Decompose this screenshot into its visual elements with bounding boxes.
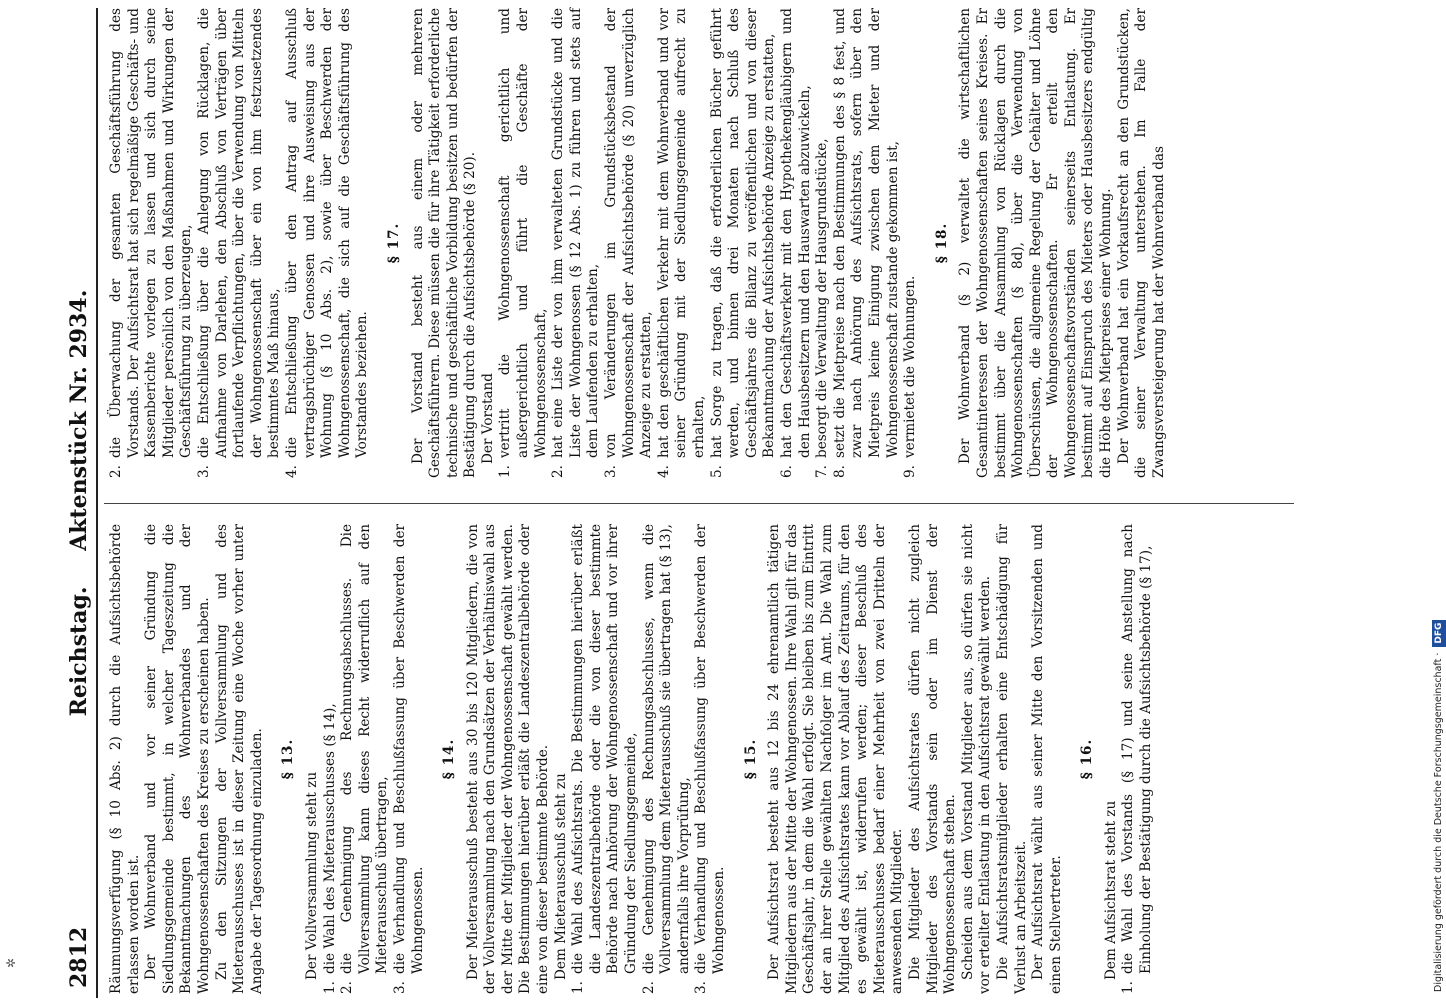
funding-text: Digitalisierung gefördert durch die Deutsche Forschungsgemeinschaft ·	[1433, 652, 1444, 992]
item-number: 9.	[902, 465, 919, 478]
ink-stain: ✲	[4, 957, 18, 968]
right-column	[108, 8, 1168, 478]
item-text: hat den geschäftlichen Verkehr mit dem Wohnverband und vor seiner Gründung mit der Siedlungsgemeinde aufrecht zu erhalten,	[655, 8, 707, 458]
paragraph: Der Wohnverband (§ 2) verwaltet die wirtschaftlichen Gesamtinteressen der Wohngenossenschaften seines Kreises. Er bestimmt über die Ansammlung von Rücklagen durch die Wohngenossenschaften (§ 8d), über die Verwendung von Überschüssen, die allgemeine Regelung der Gehälter und Löhne der Wohngenossenschaften. Er erteilt den Wohngenossenschaftsvorständen seinerseits Entlastung. Er bestimmt auf Einspruch des Mieters oder Hausbesitzers endgültig die Höhe des Mietpreises einer Wohnung.	[957, 8, 1115, 478]
list-item	[108, 8, 196, 478]
item-text: die Entschließung über die Anlegung von Rücklagen, die Aufnahme von Darlehen, den Abschluß von Verträgen über fortlaufende Verpflichtungen, über die Verwendung von Mitteln der Wohngenossenschaft über ein von ihm festzusetzendes bestimmtes Maß hinaus,	[195, 8, 283, 458]
paragraph: Der Aufsichtsrat wählt aus seiner Mitte den Vorsitzenden und einen Stellvertreter.	[1030, 524, 1064, 994]
list-item	[640, 524, 694, 994]
item-number: 1.	[321, 981, 338, 994]
item-number: 4.	[655, 465, 672, 478]
list-item	[814, 8, 832, 478]
list-item	[283, 8, 372, 478]
list-item	[550, 8, 603, 478]
list-item	[831, 8, 902, 478]
paragraph: Zu den Sitzungen der Vollversammlung und des Mieterausschusses ist in dieser Zeitung eine Woche vorher unter Angabe der Tagesordnung einzuladen.	[213, 524, 265, 994]
item-number: 2.	[339, 981, 356, 994]
item-number: 3.	[391, 981, 408, 994]
list-item	[195, 8, 284, 478]
funding-note-text	[1432, 8, 1446, 992]
header-title	[66, 8, 92, 998]
column-divider	[104, 503, 1294, 504]
paragraph: Der Vorstand besteht aus einem oder mehreren Geschäftsführern. Diese müssen die für ihre Tätigkeit erforderliche technische und geschäftliche Vorbildung besitzen und bedürfen der Bestätigung durch die Aufsichtsbehörde (§ 20).	[409, 8, 479, 478]
item-number: 6.	[778, 465, 795, 478]
publication-title: Reichstag.	[66, 586, 92, 717]
item-text: die Genehmigung des Rechnungsabschlusses. Die Vollversammlung kann dieses Recht widerruflich auf den Mieterausschuß übertragen,	[339, 524, 391, 974]
item-text: die Entschließung über den Antrag auf Ausschluß vertragsbrüchiger Genossen und ihre Ausweisung aus der Wohnung (§ 10 Abs. 2), sowie über Beschwerden der Wohngenossenschaft, die sich auf die Geschäftsführung des Vorstandes beziehen.	[283, 8, 371, 458]
section-heading: § 18.	[933, 222, 950, 264]
left-column	[108, 524, 1156, 994]
paragraph: Die Mitglieder des Aufsichtsrates dürfen nicht zugleich Mitglieder des Vorstands sein oder im Dienst der Wohngenossenschaft stehen.	[906, 524, 959, 994]
paragraph: Der Aufsichtsrat besteht aus 12 bis 24 ehrenamtlich tätigen Mitgliedern aus der Mitte der Wohngenossen. Ihre Wahl gilt für das Geschäftsjahr, in dem die Wahl erfolgt. Sie bleiben bis zum Eintritt der an ihrer Stelle gewählten Nachfolger im Amt. Die Wahl zum Mitglied des Aufsichtsrates kann vor Ablauf des Zeitraums, für den es gewählt ist, widerrufen werden; dieser Beschluß des Mieterausschusses bedarf einer Mehrheit von zwei Dritteln der anwesenden Mitglieder.	[766, 524, 906, 994]
dfg-logo: DFG	[1432, 620, 1446, 647]
section-intro: Dem Mieterausschuß steht zu	[552, 773, 569, 980]
item-number: 3.	[195, 465, 212, 478]
section-heading: § 16.	[1079, 738, 1096, 780]
funding-note	[1418, 8, 1444, 992]
paragraph: Der Wohnverband hat ein Vorkaufsrecht an den Grundstücken, die seiner Verwaltung unterstehen. Im Falle der Zwangsversteigerung hat der Wohnverband das	[1115, 8, 1167, 478]
list-item	[603, 8, 656, 478]
item-number: 3.	[603, 465, 620, 478]
document-title: Aktenstück Nr. 2934.	[66, 289, 92, 551]
list-item	[321, 524, 340, 994]
item-number: 7.	[814, 465, 831, 478]
scanned-page	[4, 8, 1404, 998]
list-item	[497, 8, 550, 478]
paragraph: Der Mieterausschuß besteht aus 30 bis 120 Mitgliedern, die von der Vollversammlung nach den Grundsätzen der Verhältniswahl aus der Mitte der Mitglieder der Wohngenossenschaft gewählt werden. Die Bestimmungen hierüber erläßt die Landeszentralbehörde oder eine von dieser bestimmte Behörde.	[464, 524, 552, 994]
item-text: die Verhandlung und Beschlußfassung über Beschwerden der Wohngenossen.	[693, 524, 727, 974]
section-heading: § 13.	[280, 738, 297, 780]
item-number: 2.	[108, 465, 124, 478]
list-item	[693, 524, 728, 994]
list-item	[1120, 524, 1155, 994]
section-intro: Dem Aufsichtsrat steht zu	[1102, 800, 1119, 980]
list-item	[570, 524, 640, 994]
item-text: hat den Geschäftsverkehr mit den Hypothekengläubigern und den Hausbesitzern und den Hauswarten abzuwickeln,	[778, 8, 813, 458]
item-text: die Genehmigung des Rechnungsabschlusses, wenn die Vollversammlung dem Mieterausschuß sie übertragen hat (§ 13), andernfalls ihre Vorprüfung,	[640, 524, 692, 974]
item-text: die Überwachung der gesamten Geschäftsführung des Vorstands. Der Aufsichtsrat hat sich regelmäßige Geschäfts- und Kassenberichte vorlegen zu lassen und sich durch seine Mitglieder persönlich von den Maßnahmen und Wirkungen der Geschäftsführung zu überzeugen,	[108, 8, 195, 458]
section-heading: § 14.	[441, 738, 458, 780]
item-number: 2.	[640, 981, 657, 994]
item-text: hat Sorge zu tragen, daß die erforderlichen Bücher geführt werden, und binnen drei Monaten nach Schluß des Geschäftsjahres die Bilanz zu veröffentlichen und von dieser Bekanntmachung der Aufsichtsbehörde Anzeige zu erstatten,	[708, 8, 778, 458]
paragraph: Räumungsverfügung (§ 10 Abs. 2) durch die Aufsichtsbehörde erlassen worden ist.	[108, 524, 142, 994]
item-number: 8.	[831, 465, 848, 478]
item-text: die Wahl des Aufsichtsrats. Die Bestimmungen hierüber erläßt die Landeszentralbehörde oder die von dieser bestimmte Behörde nach Anhörung der Wohngenossenschaft und vor ihrer Gründung der Siedlungsgemeinde,	[570, 524, 640, 974]
item-text: die Wahl des Vorstands (§ 17) und seine Anstellung nach Einholung der Bestätigung durch die Aufsichtsbehörde (§ 17),	[1120, 524, 1155, 974]
section-heading: § 15.	[742, 738, 759, 780]
item-text: besorgt die Verwaltung der Hausgrundstücke,	[814, 138, 831, 458]
list-item	[391, 524, 427, 994]
item-number: 4.	[283, 465, 300, 478]
list-item	[339, 524, 392, 994]
section-intro: Der Vorstand	[479, 372, 496, 464]
item-text: hat eine Liste der von ihm verwalteten Grundstücke und die Liste der Wohngenossen (§ 12 Abs. 1) zu führen und stets auf dem Laufenden zu erhalten,	[550, 8, 602, 458]
item-text: setzt die Mietpreise nach den Bestimmungen des § 8 fest, und zwar nach Anhörung des Aufsichtsrats, sofern über den Mietpreis keine Einigung zwischen dem Mieter und der Wohngenossenschaft zustande gekommen ist,	[831, 8, 901, 458]
list-item	[655, 8, 709, 478]
item-number: 3.	[693, 981, 710, 994]
paragraph: Die Aufsichtsratsmitglieder erhalten eine Entschädigung für Verlust an Arbeitszeit.	[994, 524, 1029, 994]
paragraph: Scheiden aus dem Vorstand Mitglieder aus, so dürfen sie nicht vor erteilter Entlastung in den Aufsichtsrat gewählt werden.	[959, 524, 994, 994]
list-item	[778, 8, 814, 478]
item-number: 1.	[1120, 981, 1137, 994]
item-text: vertritt die Wohngenossenschaft gerichtlich und außergerichtlich und führt die Geschäfte der Wohngenossenschaft,	[497, 8, 549, 458]
item-number: 1.	[497, 465, 514, 478]
list-item	[708, 8, 779, 478]
item-number: 5.	[708, 465, 725, 478]
item-text: vermietet die Wohnungen.	[902, 275, 919, 458]
section-intro: Der Vollversammlung steht zu	[303, 771, 320, 980]
page-header	[62, 8, 98, 998]
list-item	[902, 8, 920, 478]
page-number: 2812	[66, 926, 92, 988]
paragraph: Der Wohnverband und vor seiner Gründung die Siedlungsgemeinde bestimmt, in welcher Tageszeitung die Bekanntmachungen des Wohnverbandes und der Wohngenossenschaften des Kreises zu erscheinen haben.	[143, 524, 212, 994]
item-number: 2.	[550, 465, 567, 478]
item-number: 1.	[570, 981, 587, 994]
section-heading: § 17.	[385, 222, 402, 264]
item-text: die Verhandlung und Beschlußfassung über Beschwerden der Wohngenossen.	[391, 524, 426, 974]
item-text: die Wahl des Mieterausschusses (§ 14),	[321, 703, 338, 974]
item-text: von Veränderungen im Grundstücksbestand der Wohngenossenschaft der Aufsichtsbehörde (§ 20) unverzüglich Anzeige zu erstatten,	[603, 8, 655, 458]
